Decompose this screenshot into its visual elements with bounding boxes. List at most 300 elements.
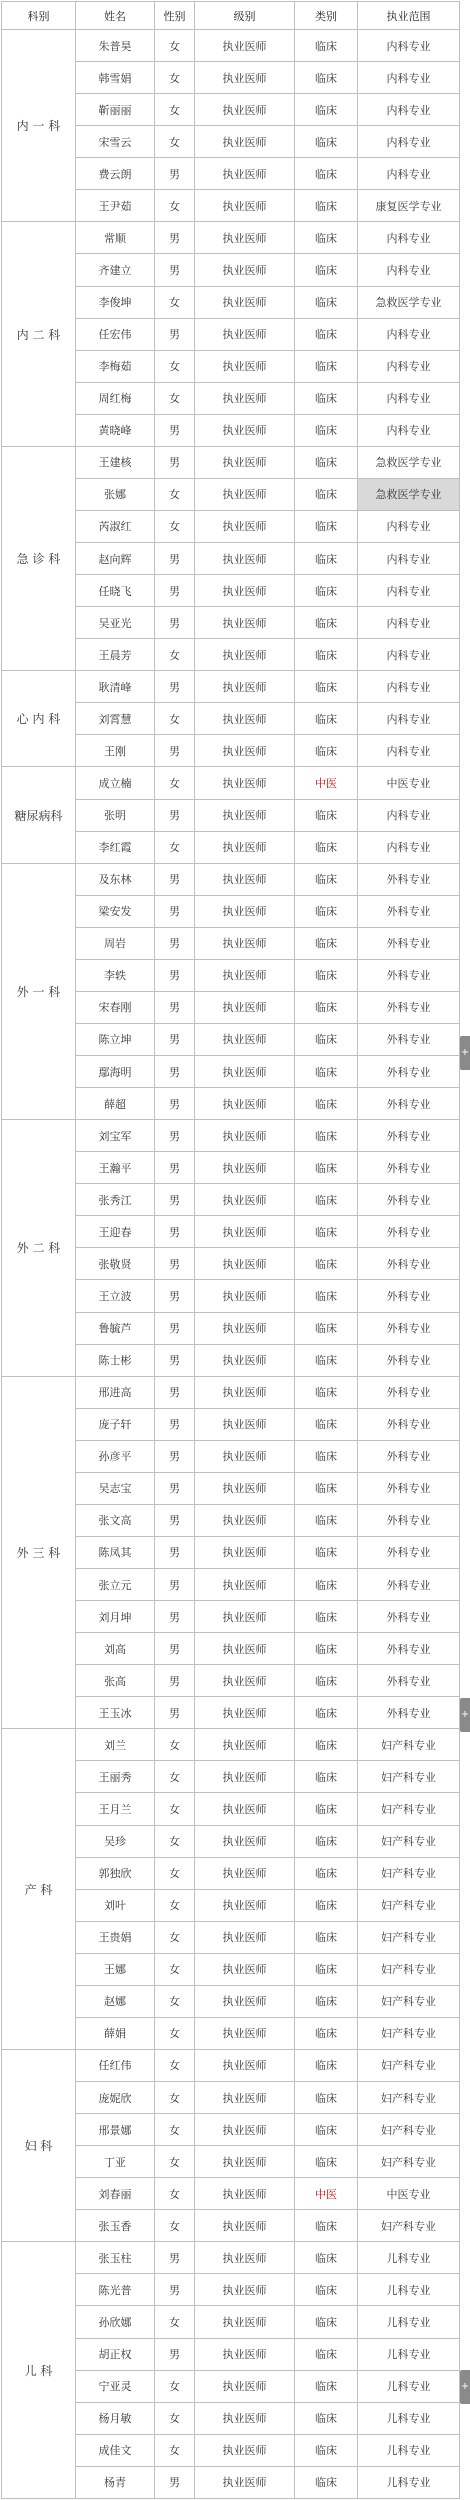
table-row bbox=[2, 1120, 460, 1152]
level-cell: 执业医师 bbox=[195, 30, 295, 62]
level-cell: 执业医师 bbox=[195, 158, 295, 190]
scope-cell: 外科专业 bbox=[358, 1088, 460, 1120]
category-cell: 临床 bbox=[295, 1825, 358, 1857]
category-cell: 临床 bbox=[295, 1729, 358, 1761]
level-cell: 执业医师 bbox=[195, 1697, 295, 1729]
gender-cell: 男 bbox=[155, 414, 195, 446]
side-tab-handle[interactable]: + bbox=[460, 1698, 470, 1732]
department-cell: 产 科 bbox=[2, 1729, 76, 2050]
category-cell: 临床 bbox=[295, 478, 358, 510]
gender-cell: 女 bbox=[155, 1857, 195, 1889]
table-row bbox=[2, 671, 460, 703]
gender-cell: 女 bbox=[155, 2402, 195, 2434]
department-cell: 心 内 科 bbox=[2, 671, 76, 767]
scope-cell: 外科专业 bbox=[358, 1408, 460, 1440]
name-cell: 刘高 bbox=[76, 1633, 155, 1665]
name-cell: 张文高 bbox=[76, 1504, 155, 1536]
name-cell: 陈士彬 bbox=[76, 1344, 155, 1376]
level-cell: 执业医师 bbox=[195, 2306, 295, 2338]
level-cell: 执业医师 bbox=[195, 446, 295, 478]
level-cell: 执业医师 bbox=[195, 1056, 295, 1088]
name-cell: 黄晓峰 bbox=[76, 414, 155, 446]
level-cell: 执业医师 bbox=[195, 1601, 295, 1633]
table-row bbox=[2, 2242, 460, 2274]
level-cell: 执业医师 bbox=[195, 831, 295, 863]
header-row bbox=[2, 2, 460, 30]
name-cell: 宁亚灵 bbox=[76, 2370, 155, 2402]
scope-cell: 外科专业 bbox=[358, 895, 460, 927]
header-department: 科别 bbox=[2, 2, 76, 30]
table-row bbox=[2, 446, 460, 478]
gender-cell: 女 bbox=[155, 2146, 195, 2178]
category-cell: 临床 bbox=[295, 1472, 358, 1504]
gender-cell: 女 bbox=[155, 2082, 195, 2114]
gender-cell: 男 bbox=[155, 671, 195, 703]
level-cell: 执业医师 bbox=[195, 1152, 295, 1184]
table-row bbox=[2, 1729, 460, 1761]
header-scope: 执业范围 bbox=[358, 2, 460, 30]
name-cell: 吴珍 bbox=[76, 1825, 155, 1857]
level-cell: 执业医师 bbox=[195, 478, 295, 510]
name-cell: 庞妮欣 bbox=[76, 2082, 155, 2114]
gender-cell: 女 bbox=[155, 190, 195, 222]
scope-cell: 急救医学专业 bbox=[358, 286, 460, 318]
name-cell: 王迎春 bbox=[76, 1216, 155, 1248]
level-cell: 执业医师 bbox=[195, 1216, 295, 1248]
name-cell: 王建核 bbox=[76, 446, 155, 478]
scope-cell: 外科专业 bbox=[358, 1056, 460, 1088]
gender-cell: 男 bbox=[155, 1665, 195, 1697]
level-cell: 执业医师 bbox=[195, 1569, 295, 1601]
scope-cell: 外科专业 bbox=[358, 1633, 460, 1665]
scope-cell: 外科专业 bbox=[358, 1440, 460, 1472]
gender-cell: 男 bbox=[155, 158, 195, 190]
category-cell: 临床 bbox=[295, 1889, 358, 1921]
scope-cell: 妇产科专业 bbox=[358, 1825, 460, 1857]
scope-cell: 儿科专业 bbox=[358, 2306, 460, 2338]
gender-cell: 男 bbox=[155, 1184, 195, 1216]
department-cell: 儿 科 bbox=[2, 2242, 76, 2499]
scope-cell: 外科专业 bbox=[358, 1280, 460, 1312]
level-cell: 执业医师 bbox=[195, 2434, 295, 2466]
scope-cell: 内科专业 bbox=[358, 831, 460, 863]
gender-cell: 男 bbox=[155, 1504, 195, 1536]
name-cell: 吴志宝 bbox=[76, 1472, 155, 1504]
level-cell: 执业医师 bbox=[195, 1857, 295, 1889]
level-cell: 执业医师 bbox=[195, 1793, 295, 1825]
name-cell: 陈凤其 bbox=[76, 1536, 155, 1568]
level-cell: 执业医师 bbox=[195, 1344, 295, 1376]
header-name: 姓名 bbox=[76, 2, 155, 30]
scope-cell: 外科专业 bbox=[358, 1697, 460, 1729]
scope-cell: 妇产科专业 bbox=[358, 2146, 460, 2178]
category-cell: 临床 bbox=[295, 1023, 358, 1055]
name-cell: 赵向辉 bbox=[76, 543, 155, 575]
category-cell: 临床 bbox=[295, 1120, 358, 1152]
scope-cell: 急救医学专业 bbox=[358, 446, 460, 478]
department-cell: 内 一 科 bbox=[2, 30, 76, 222]
name-cell: 张玉柱 bbox=[76, 2242, 155, 2274]
gender-cell: 男 bbox=[155, 1088, 195, 1120]
gender-cell: 女 bbox=[155, 1985, 195, 2017]
category-cell: 临床 bbox=[295, 94, 358, 126]
level-cell: 执业医师 bbox=[195, 1312, 295, 1344]
gender-cell: 男 bbox=[155, 318, 195, 350]
scope-cell: 外科专业 bbox=[358, 863, 460, 895]
name-cell: 王刚 bbox=[76, 735, 155, 767]
category-cell: 临床 bbox=[295, 1536, 358, 1568]
category-cell: 临床 bbox=[295, 1697, 358, 1729]
category-cell: 临床 bbox=[295, 2402, 358, 2434]
name-cell: 耿清峰 bbox=[76, 671, 155, 703]
scope-cell: 妇产科专业 bbox=[358, 2049, 460, 2081]
level-cell: 执业医师 bbox=[195, 671, 295, 703]
scope-cell: 外科专业 bbox=[358, 1120, 460, 1152]
name-cell: 韩雪娟 bbox=[76, 62, 155, 94]
gender-cell: 男 bbox=[155, 2466, 195, 2498]
table-row bbox=[2, 30, 460, 62]
category-cell: 临床 bbox=[295, 927, 358, 959]
category-cell: 临床 bbox=[295, 1280, 358, 1312]
level-cell: 执业医师 bbox=[195, 575, 295, 607]
category-cell: 临床 bbox=[295, 1312, 358, 1344]
department-cell: 急 诊 科 bbox=[2, 446, 76, 670]
level-cell: 执业医师 bbox=[195, 1184, 295, 1216]
gender-cell: 男 bbox=[155, 1536, 195, 1568]
name-cell: 梁安发 bbox=[76, 895, 155, 927]
gender-cell: 男 bbox=[155, 863, 195, 895]
scope-cell: 妇产科专业 bbox=[358, 1729, 460, 1761]
level-cell: 执业医师 bbox=[195, 510, 295, 542]
category-cell: 临床 bbox=[295, 1569, 358, 1601]
category-cell: 临床 bbox=[295, 2082, 358, 2114]
category-cell: 中医 bbox=[295, 2178, 358, 2210]
gender-cell: 男 bbox=[155, 1408, 195, 1440]
category-cell: 临床 bbox=[295, 1793, 358, 1825]
gender-cell: 女 bbox=[155, 1761, 195, 1793]
level-cell: 执业医师 bbox=[195, 94, 295, 126]
category-cell: 临床 bbox=[295, 254, 358, 286]
name-cell: 张高 bbox=[76, 1665, 155, 1697]
gender-cell: 女 bbox=[155, 831, 195, 863]
name-cell: 李梅茹 bbox=[76, 350, 155, 382]
gender-cell: 女 bbox=[155, 1793, 195, 1825]
category-cell: 临床 bbox=[295, 799, 358, 831]
level-cell: 执业医师 bbox=[195, 1729, 295, 1761]
scope-cell: 内科专业 bbox=[358, 318, 460, 350]
level-cell: 执业医师 bbox=[195, 2466, 295, 2498]
name-cell: 王玉冰 bbox=[76, 1697, 155, 1729]
name-cell: 靳丽丽 bbox=[76, 94, 155, 126]
category-cell: 临床 bbox=[295, 703, 358, 735]
gender-cell: 男 bbox=[155, 607, 195, 639]
name-cell: 刘宝军 bbox=[76, 1120, 155, 1152]
category-cell: 临床 bbox=[295, 2306, 358, 2338]
scope-cell: 内科专业 bbox=[358, 94, 460, 126]
name-cell: 宋春刚 bbox=[76, 991, 155, 1023]
gender-cell: 女 bbox=[155, 62, 195, 94]
name-cell: 张秀江 bbox=[76, 1184, 155, 1216]
name-cell: 齐建立 bbox=[76, 254, 155, 286]
scope-cell: 外科专业 bbox=[358, 1152, 460, 1184]
name-cell: 陈光普 bbox=[76, 2274, 155, 2306]
scope-cell: 内科专业 bbox=[358, 639, 460, 671]
name-cell: 芮淑红 bbox=[76, 510, 155, 542]
name-cell: 邢景娜 bbox=[76, 2114, 155, 2146]
table-row bbox=[2, 2049, 460, 2081]
scope-cell: 内科专业 bbox=[358, 607, 460, 639]
level-cell: 执业医师 bbox=[195, 254, 295, 286]
category-cell: 临床 bbox=[295, 2210, 358, 2242]
gender-cell: 男 bbox=[155, 1376, 195, 1408]
gender-cell: 男 bbox=[155, 1697, 195, 1729]
name-cell: 张明 bbox=[76, 799, 155, 831]
scope-cell: 内科专业 bbox=[358, 799, 460, 831]
gender-cell: 女 bbox=[155, 2370, 195, 2402]
scope-cell: 儿科专业 bbox=[358, 2370, 460, 2402]
name-cell: 王立波 bbox=[76, 1280, 155, 1312]
category-cell: 临床 bbox=[295, 1921, 358, 1953]
scope-cell: 内科专业 bbox=[358, 543, 460, 575]
level-cell: 执业医师 bbox=[195, 2242, 295, 2274]
department-cell: 内 二 科 bbox=[2, 222, 76, 446]
gender-cell: 男 bbox=[155, 1601, 195, 1633]
gender-cell: 男 bbox=[155, 1569, 195, 1601]
category-cell: 临床 bbox=[295, 991, 358, 1023]
category-cell: 临床 bbox=[295, 1088, 358, 1120]
level-cell: 执业医师 bbox=[195, 1825, 295, 1857]
category-cell: 临床 bbox=[295, 1857, 358, 1889]
category-cell: 临床 bbox=[295, 2146, 358, 2178]
scope-cell: 妇产科专业 bbox=[358, 1889, 460, 1921]
scope-cell: 外科专业 bbox=[358, 1376, 460, 1408]
level-cell: 执业医师 bbox=[195, 1280, 295, 1312]
name-cell: 宋雪云 bbox=[76, 126, 155, 158]
gender-cell: 女 bbox=[155, 1921, 195, 1953]
gender-cell: 男 bbox=[155, 1472, 195, 1504]
level-cell: 执业医师 bbox=[195, 2017, 295, 2049]
level-cell: 执业医师 bbox=[195, 1408, 295, 1440]
category-cell: 临床 bbox=[295, 2338, 358, 2370]
scope-cell: 外科专业 bbox=[358, 1601, 460, 1633]
scope-cell: 儿科专业 bbox=[358, 2402, 460, 2434]
category-cell: 临床 bbox=[295, 607, 358, 639]
category-cell: 临床 bbox=[295, 1184, 358, 1216]
gender-cell: 女 bbox=[155, 382, 195, 414]
level-cell: 执业医师 bbox=[195, 863, 295, 895]
category-cell: 临床 bbox=[295, 2049, 358, 2081]
name-cell: 孙彦平 bbox=[76, 1440, 155, 1472]
category-cell: 临床 bbox=[295, 158, 358, 190]
gender-cell: 男 bbox=[155, 446, 195, 478]
header-gender: 性别 bbox=[155, 2, 195, 30]
side-tab-handle[interactable]: + bbox=[460, 2370, 470, 2404]
name-cell: 王晨芳 bbox=[76, 639, 155, 671]
gender-cell: 女 bbox=[155, 510, 195, 542]
level-cell: 执业医师 bbox=[195, 1985, 295, 2017]
table-row bbox=[2, 863, 460, 895]
scope-cell: 妇产科专业 bbox=[358, 1985, 460, 2017]
gender-cell: 男 bbox=[155, 1056, 195, 1088]
level-cell: 执业医师 bbox=[195, 543, 295, 575]
level-cell: 执业医师 bbox=[195, 2178, 295, 2210]
category-cell: 临床 bbox=[295, 510, 358, 542]
name-cell: 成立楠 bbox=[76, 767, 155, 799]
gender-cell: 女 bbox=[155, 478, 195, 510]
scope-cell: 外科专业 bbox=[358, 1665, 460, 1697]
department-cell: 外 三 科 bbox=[2, 1376, 76, 1729]
gender-cell: 女 bbox=[155, 2049, 195, 2081]
level-cell: 执业医师 bbox=[195, 2210, 295, 2242]
level-cell: 执业医师 bbox=[195, 2146, 295, 2178]
category-cell: 临床 bbox=[295, 1376, 358, 1408]
level-cell: 执业医师 bbox=[195, 286, 295, 318]
name-cell: 王尹茹 bbox=[76, 190, 155, 222]
category-cell: 临床 bbox=[295, 543, 358, 575]
level-cell: 执业医师 bbox=[195, 62, 295, 94]
scope-cell: 内科专业 bbox=[358, 62, 460, 94]
name-cell: 李轶 bbox=[76, 959, 155, 991]
scope-cell: 中医专业 bbox=[358, 2178, 460, 2210]
gender-cell: 男 bbox=[155, 254, 195, 286]
name-cell: 刘春丽 bbox=[76, 2178, 155, 2210]
gender-cell: 女 bbox=[155, 94, 195, 126]
level-cell: 执业医师 bbox=[195, 799, 295, 831]
category-cell: 临床 bbox=[295, 286, 358, 318]
gender-cell: 男 bbox=[155, 1312, 195, 1344]
category-cell: 临床 bbox=[295, 2114, 358, 2146]
scope-cell: 康复医学专业 bbox=[358, 190, 460, 222]
scope-cell: 妇产科专业 bbox=[358, 2017, 460, 2049]
category-cell: 临床 bbox=[295, 1248, 358, 1280]
gender-cell: 女 bbox=[155, 1825, 195, 1857]
category-cell: 临床 bbox=[295, 895, 358, 927]
side-tab-handle[interactable]: + bbox=[460, 1036, 470, 1070]
doctor-roster-table bbox=[1, 1, 460, 2499]
category-cell: 临床 bbox=[295, 639, 358, 671]
name-cell: 周红梅 bbox=[76, 382, 155, 414]
scope-cell: 急救医学专业 bbox=[358, 478, 460, 510]
level-cell: 执业医师 bbox=[195, 222, 295, 254]
scope-cell: 儿科专业 bbox=[358, 2434, 460, 2466]
gender-cell: 女 bbox=[155, 126, 195, 158]
gender-cell: 女 bbox=[155, 286, 195, 318]
category-cell: 临床 bbox=[295, 1601, 358, 1633]
scope-cell: 妇产科专业 bbox=[358, 2210, 460, 2242]
level-cell: 执业医师 bbox=[195, 1921, 295, 1953]
category-cell: 临床 bbox=[295, 1440, 358, 1472]
scope-cell: 内科专业 bbox=[358, 222, 460, 254]
gender-cell: 男 bbox=[155, 1120, 195, 1152]
gender-cell: 女 bbox=[155, 2114, 195, 2146]
name-cell: 杨青 bbox=[76, 2466, 155, 2498]
level-cell: 执业医师 bbox=[195, 126, 295, 158]
category-cell: 临床 bbox=[295, 2466, 358, 2498]
name-cell: 李俊坤 bbox=[76, 286, 155, 318]
gender-cell: 女 bbox=[155, 2017, 195, 2049]
department-cell: 外 一 科 bbox=[2, 863, 76, 1120]
gender-cell: 女 bbox=[155, 2434, 195, 2466]
name-cell: 张敬贤 bbox=[76, 1248, 155, 1280]
gender-cell: 男 bbox=[155, 799, 195, 831]
gender-cell: 男 bbox=[155, 1023, 195, 1055]
gender-cell: 女 bbox=[155, 1953, 195, 1985]
name-cell: 鄢海明 bbox=[76, 1056, 155, 1088]
gender-cell: 男 bbox=[155, 2242, 195, 2274]
level-cell: 执业医师 bbox=[195, 735, 295, 767]
level-cell: 执业医师 bbox=[195, 1536, 295, 1568]
name-cell: 丁亚 bbox=[76, 2146, 155, 2178]
category-cell: 临床 bbox=[295, 62, 358, 94]
name-cell: 王月兰 bbox=[76, 1793, 155, 1825]
scope-cell: 外科专业 bbox=[358, 1504, 460, 1536]
name-cell: 刘月坤 bbox=[76, 1601, 155, 1633]
name-cell: 王娜 bbox=[76, 1953, 155, 1985]
department-cell: 糖尿病科 bbox=[2, 767, 76, 863]
name-cell: 孙欣娜 bbox=[76, 2306, 155, 2338]
category-cell: 临床 bbox=[295, 1216, 358, 1248]
level-cell: 执业医师 bbox=[195, 767, 295, 799]
scope-cell: 妇产科专业 bbox=[358, 1921, 460, 1953]
scope-cell: 外科专业 bbox=[358, 1312, 460, 1344]
gender-cell: 男 bbox=[155, 575, 195, 607]
gender-cell: 男 bbox=[155, 927, 195, 959]
scope-cell: 内科专业 bbox=[358, 350, 460, 382]
table-row bbox=[2, 767, 460, 799]
category-cell: 临床 bbox=[295, 1504, 358, 1536]
header-level: 级别 bbox=[195, 2, 295, 30]
category-cell: 临床 bbox=[295, 2274, 358, 2306]
header-category: 类别 bbox=[295, 2, 358, 30]
name-cell: 及东林 bbox=[76, 863, 155, 895]
name-cell: 成佳文 bbox=[76, 2434, 155, 2466]
scope-cell: 外科专业 bbox=[358, 1248, 460, 1280]
name-cell: 胡正权 bbox=[76, 2338, 155, 2370]
level-cell: 执业医师 bbox=[195, 1248, 295, 1280]
scope-cell: 儿科专业 bbox=[358, 2466, 460, 2498]
roster-body bbox=[2, 30, 460, 2499]
scope-cell: 外科专业 bbox=[358, 1344, 460, 1376]
scope-cell: 外科专业 bbox=[358, 1536, 460, 1568]
level-cell: 执业医师 bbox=[195, 927, 295, 959]
table-row bbox=[2, 1376, 460, 1408]
level-cell: 执业医师 bbox=[195, 1665, 295, 1697]
level-cell: 执业医师 bbox=[195, 382, 295, 414]
gender-cell: 男 bbox=[155, 1633, 195, 1665]
scope-cell: 内科专业 bbox=[358, 414, 460, 446]
scope-cell: 内科专业 bbox=[358, 254, 460, 286]
gender-cell: 女 bbox=[155, 639, 195, 671]
scope-cell: 儿科专业 bbox=[358, 2338, 460, 2370]
level-cell: 执业医师 bbox=[195, 639, 295, 671]
scope-cell: 内科专业 bbox=[358, 575, 460, 607]
name-cell: 张玉香 bbox=[76, 2210, 155, 2242]
category-cell: 临床 bbox=[295, 1408, 358, 1440]
name-cell: 刘叶 bbox=[76, 1889, 155, 1921]
scope-cell: 内科专业 bbox=[358, 30, 460, 62]
level-cell: 执业医师 bbox=[195, 2049, 295, 2081]
category-cell: 临床 bbox=[295, 831, 358, 863]
level-cell: 执业医师 bbox=[195, 1472, 295, 1504]
name-cell: 李红霞 bbox=[76, 831, 155, 863]
level-cell: 执业医师 bbox=[195, 1633, 295, 1665]
category-cell: 临床 bbox=[295, 863, 358, 895]
scope-cell: 外科专业 bbox=[358, 927, 460, 959]
category-cell: 临床 bbox=[295, 2370, 358, 2402]
category-cell: 临床 bbox=[295, 2242, 358, 2274]
scope-cell: 妇产科专业 bbox=[358, 1761, 460, 1793]
scope-cell: 内科专业 bbox=[358, 703, 460, 735]
